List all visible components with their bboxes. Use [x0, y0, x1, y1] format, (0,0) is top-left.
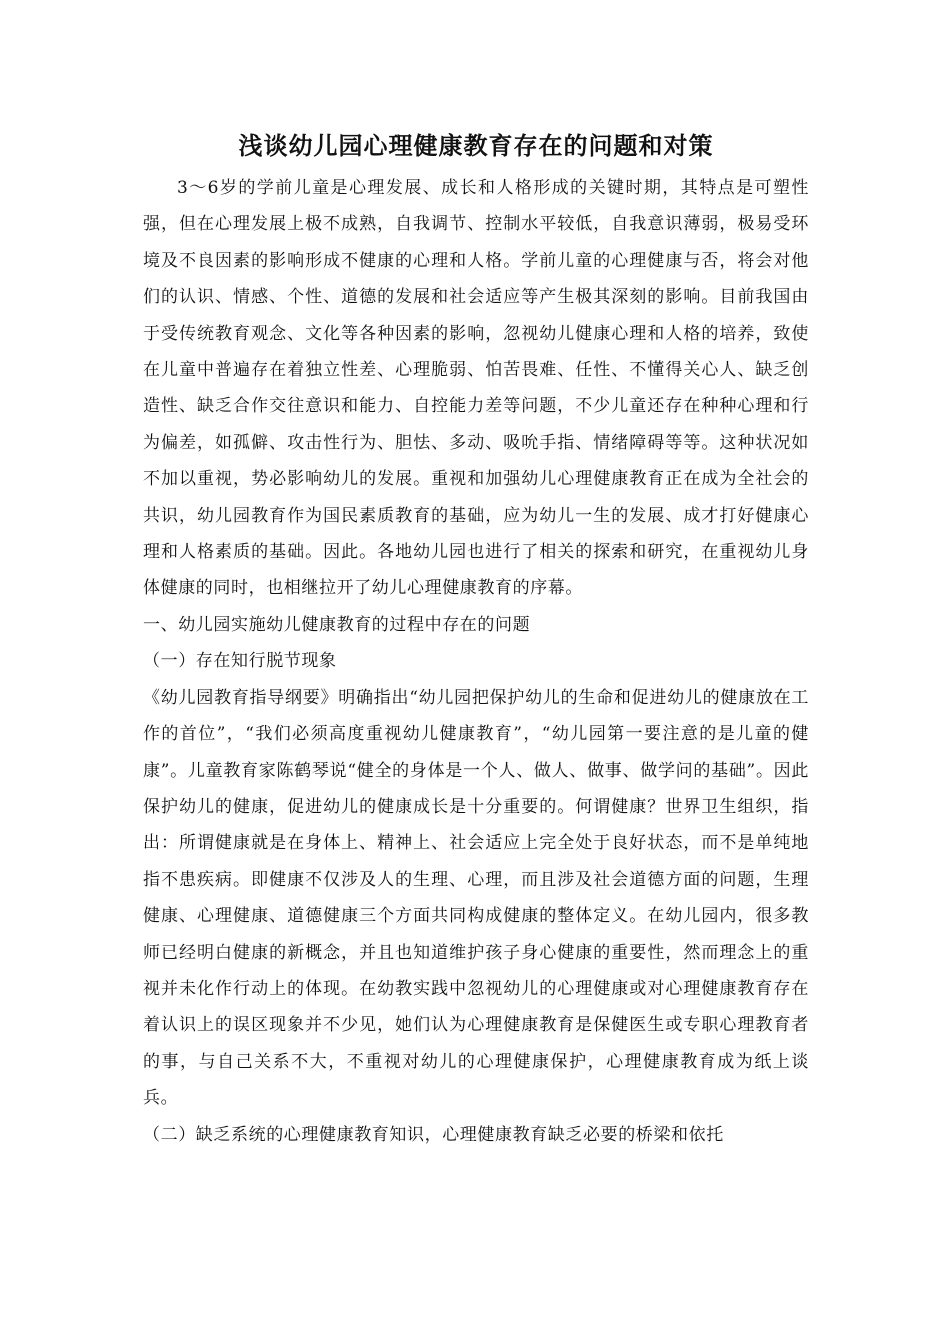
- document-page: [143, 126, 809, 1153]
- subsection-heading: （一）存在知行脱节现象: [143, 651, 337, 672]
- subsection-heading: （二）缺乏系统的心理健康教育知识，心理健康教育缺乏必要的桥梁和依托: [143, 1124, 724, 1145]
- section-heading: 一、幼儿园实施幼儿健康教育的过程中存在的问题: [143, 614, 531, 635]
- document-title: 浅谈幼儿园心理健康教育存在的问题和对策: [238, 131, 714, 160]
- body-paragraph: 《幼儿园教育指导纲要》明确指出“幼儿园把保护幼儿的生命和促进幼儿的健康放在工作的首位”，“我们必须高度重视幼儿健康教育”，“幼儿园第一要注意的是儿童的健康”。儿童教育家陈鹤琴说“健全的身体是一个人、做人、做事、做学问的基础”。因此保护幼儿的健康，促进幼儿的健康成长是十分重要的。何谓健康？世界卫生组织，指出：所谓健康就是在身体上、精神上、社会适应上完全处于良好状态，而不是单纯地指不患疾病。即健康不仅涉及人的生理、心理，而且涉及社会道德方面的问题，生理健康、心理健康、道德健康三个方面共同构成健康的整体定义。在幼儿园内，很多教师已经明白健康的新概念，并且也知道维护孩子身心健康的重要性，然而理念上的重视并未化作行动上的体现。在幼教实践中忽视幼儿的心理健康或对心理健康教育存在着认识上的误区现象并不少见，她们认为心理健康教育是保健医生或专职心理教育者的事，与自己关系不大，不重视对幼儿的心理健康保护，心理健康教育成为纸上谈兵。: [143, 687, 809, 1109]
- intro-paragraph: 3～6岁的学前儿童是心理发展、成长和人格形成的关键时期，其特点是可塑性强，但在心理发展上极不成熟，自我调节、控制水平较低，自我意识薄弱，极易受环境及不良因素的影响形成不健康的心理和人格。学前儿童的心理健康与否，将会对他们的认识、情感、个性、道德的发展和社会适应等产生极其深刻的影响。目前我国由于受传统教育观念、文化等各种因素的影响，忽视幼儿健康心理和人格的培养，致使在儿童中普遍存在着独立性差、心理脆弱、怕苦畏难、任性、不懂得关心人、缺乏创造性、缺乏合作交往意识和能力、自控能力差等问题，不少儿童还存在种种心理和行为偏差，如孤僻、攻击性行为、胆怯、多动、吸吮手指、情绪障碍等等。这种状况如不加以重视，势必影响幼儿的发展。重视和加强幼儿心理健康教育正在成为全社会的共识，幼儿园教育作为国民素质教育的基础，应为幼儿一生的发展、成才打好健康心理和人格素质的基础。因此。各地幼儿园也进行了相关的探索和研究，在重视幼儿身体健康的同时，也相继拉开了幼儿心理健康教育的序幕。: [143, 178, 809, 599]
